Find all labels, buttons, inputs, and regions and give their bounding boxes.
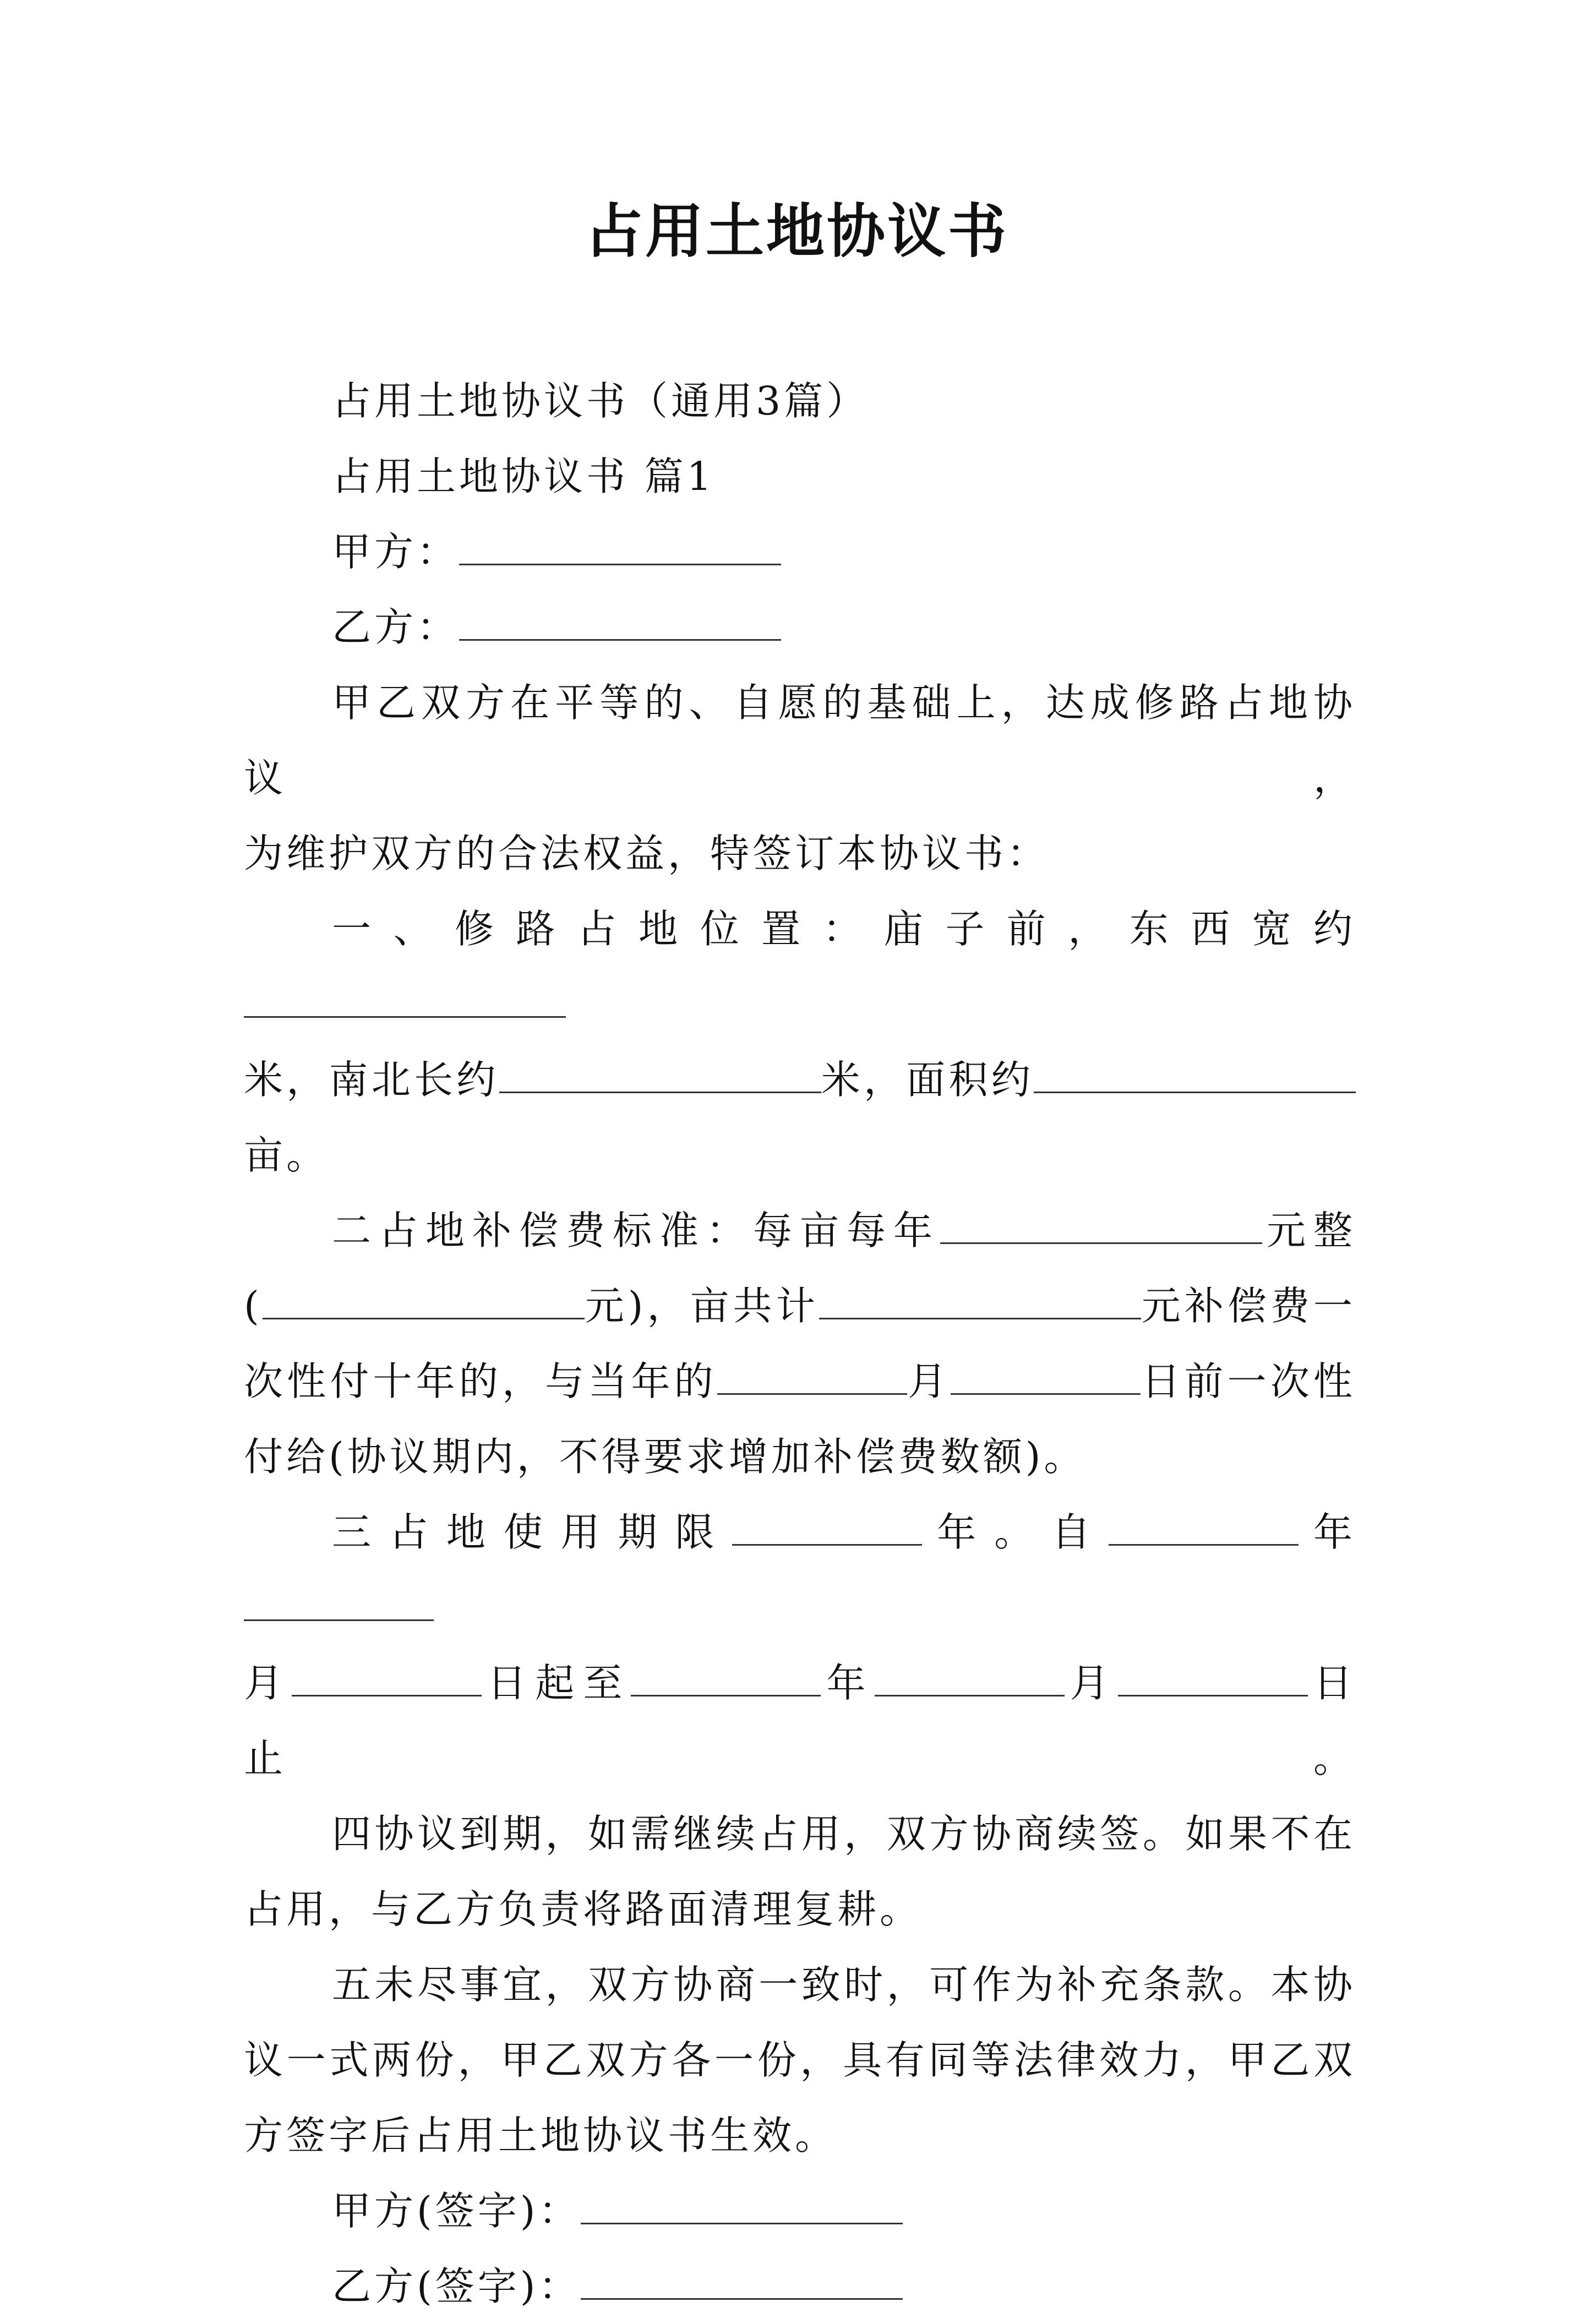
clause-2-text-f: 次性付十年的，与当年的: [244, 1359, 717, 1404]
clause-2-text-c: (: [244, 1283, 263, 1329]
term-years-blank[interactable]: [732, 1510, 922, 1546]
clause-2-line-2: [244, 1268, 1356, 1344]
document-title: 占用土地协议书: [585, 197, 1008, 265]
payment-day-blank[interactable]: [951, 1359, 1141, 1395]
end-month-blank[interactable]: [875, 1661, 1065, 1696]
clause-1-line-3: 亩。: [244, 1132, 329, 1178]
party-b-label: 乙方：: [332, 604, 460, 650]
clause-3-text-c: 年: [1299, 1509, 1356, 1555]
paragraph-heading: 占用土地协议书（通用3篇）: [332, 378, 869, 424]
clause-2-text-e: 元补偿费一: [1141, 1283, 1356, 1329]
clause-4-line-2: 占用，与乙方负责将路面清理复耕。: [244, 1886, 923, 1932]
intro-line-1: 甲乙双方在平等的、自愿的基础上，达成修路占地协议，: [244, 680, 1356, 801]
clause-3-text-h: 日止。: [244, 1660, 1356, 1781]
clause-3-text-d: 月: [244, 1660, 292, 1706]
party-b-line: [244, 590, 1356, 665]
clause-2-line-1: [244, 1193, 1356, 1268]
clause-2-text-h: 日前一次性: [1141, 1359, 1356, 1404]
clause-4-line-1: 四协议到期，如需继续占用，双方协商续签。如果不在: [332, 1811, 1356, 1857]
signature-a-label: 甲方(签字)：: [332, 2188, 581, 2234]
clause-1-line-2: [244, 1042, 1356, 1117]
clause-2-text-b: 元整: [1262, 1208, 1356, 1253]
clause-1-text-b: 米，南北长约: [244, 1057, 499, 1103]
clause-5-line-1: 五未尽事宜，双方协商一致时，可作为补充条款。本协: [332, 1962, 1356, 2007]
start-day-blank[interactable]: [292, 1661, 482, 1696]
intro-line-2: 为维护双方的合法权益，特签订本协议书：: [244, 831, 1050, 876]
signature-b-label: 乙方(签字)：: [332, 2263, 581, 2309]
clause-5-line-3: 方签字后占用土地协议书生效。: [244, 2113, 838, 2158]
signature-a-line: [244, 2173, 1356, 2249]
total-fee-blank[interactable]: [819, 1284, 1141, 1319]
clause-3-text-f: 年: [821, 1660, 875, 1706]
signature-b-blank[interactable]: [581, 2264, 903, 2300]
party-b-blank[interactable]: [459, 605, 781, 641]
annual-fee-blank[interactable]: [940, 1208, 1262, 1244]
clause-2-text-g: 月: [907, 1359, 951, 1404]
document-body: [244, 363, 1356, 2324]
area-blank[interactable]: [1034, 1057, 1356, 1093]
clause-3-text-b: 年。自: [922, 1509, 1109, 1555]
clause-2-line-3: [244, 1344, 1356, 1419]
clause-2-text-d: 元)，亩共计: [584, 1283, 819, 1329]
clause-3-text-g: 月: [1064, 1660, 1118, 1706]
clause-2-line-4: 付给(协议期内，不得要求增加补偿费数额)。: [244, 1434, 1087, 1480]
clause-3-line-1: [244, 1494, 1356, 1645]
start-month-blank[interactable]: [244, 1585, 434, 1621]
clause-3-text-e: 日起至: [482, 1660, 631, 1706]
party-a-label: 甲方：: [332, 529, 460, 575]
clause-1-text-a: 一、修路占地位置：庙子前，东西宽约: [332, 906, 1356, 952]
clause-1-line-1: [244, 891, 1356, 1042]
signature-a-blank[interactable]: [581, 2189, 903, 2224]
payment-month-blank[interactable]: [717, 1359, 907, 1395]
clause-2-text-a: 二占地补偿费标准：每亩每年: [332, 1208, 940, 1253]
clause-3-line-2: [244, 1645, 1356, 1796]
clause-3-text-a: 三占地使用期限: [332, 1509, 733, 1555]
end-year-blank[interactable]: [631, 1661, 821, 1696]
party-a-blank[interactable]: [459, 530, 781, 565]
signature-b-line: [244, 2249, 1356, 2324]
paragraph-section: 占用土地协议书 篇1: [332, 454, 715, 499]
clause-5-line-2: 议一式两份，甲乙双方各一份，具有同等法律效力，甲乙双: [244, 2037, 1356, 2083]
start-year-blank[interactable]: [1109, 1510, 1299, 1546]
clause-1-text-c: 米，面积约: [821, 1057, 1034, 1103]
end-day-blank[interactable]: [1118, 1661, 1308, 1696]
fee-amount-blank[interactable]: [263, 1284, 585, 1319]
party-a-line: [244, 514, 1356, 590]
length-blank[interactable]: [499, 1057, 821, 1093]
width-blank[interactable]: [244, 982, 566, 1018]
